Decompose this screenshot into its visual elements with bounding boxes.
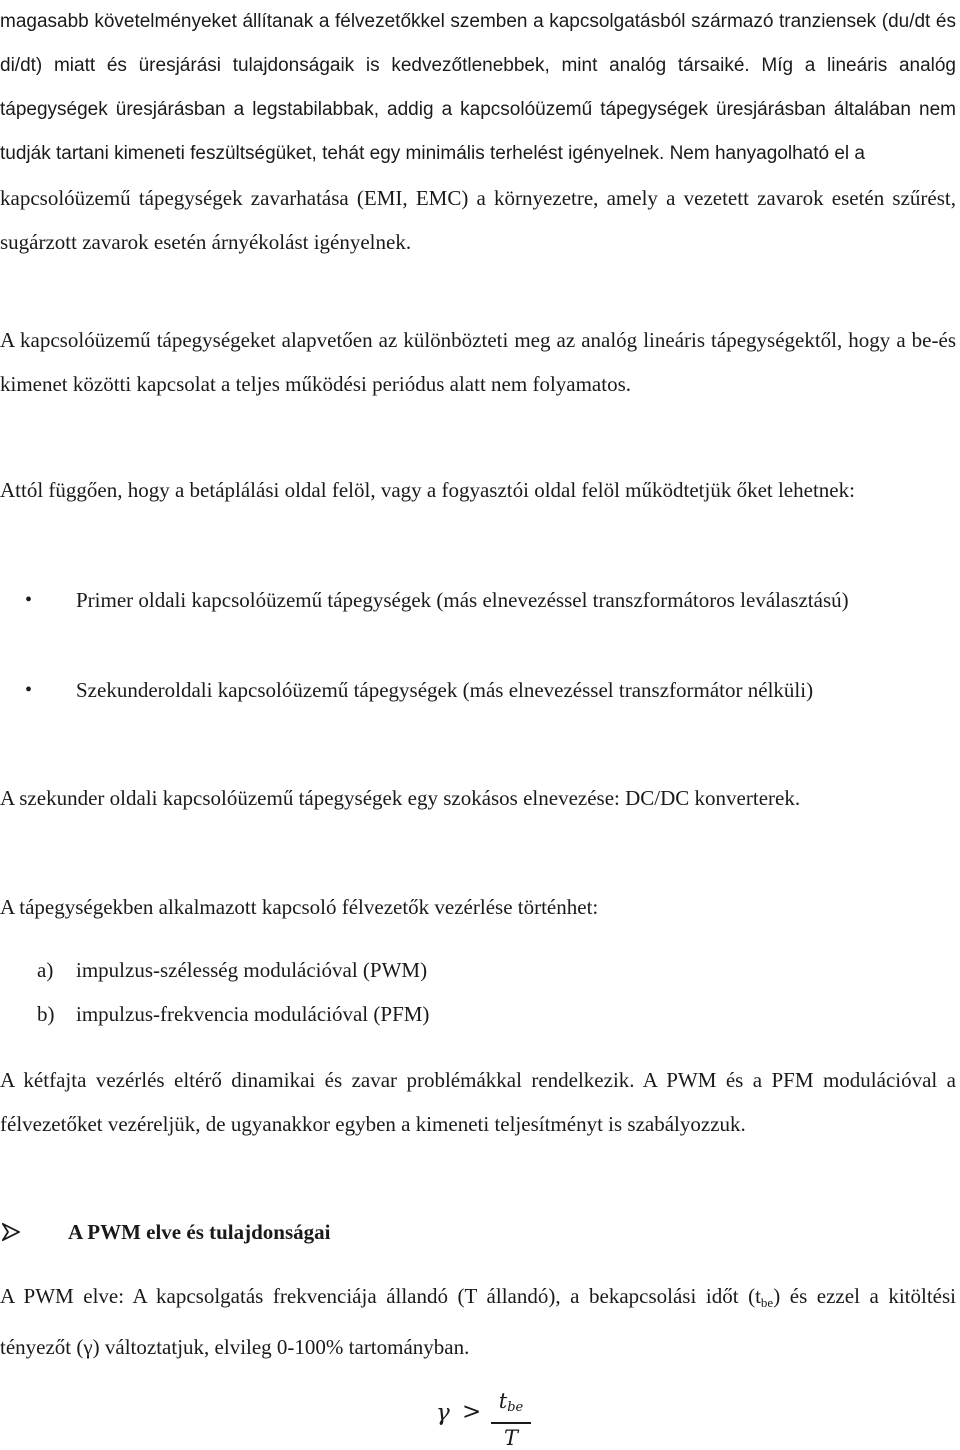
paragraph-pwm-principle (0, 1274, 956, 1369)
paragraph-difference: A kapcsolóüzemű tápegységeket alapvetően az különbözteti meg az analóg lineáris tápegységektől, hogy a be-és kimenet közötti kapcsolat a teljes működési periódus alatt nem folyamatos. (0, 328, 956, 396)
bullet-text-primary: Primer oldali kapcsolóüzemű tápegységek (más elnevezéssel transzformátoros leválasztású) (76, 588, 849, 612)
formula-num-base: t (498, 1389, 508, 1413)
list-item-pwm (0, 948, 956, 992)
section-heading (0, 1210, 331, 1254)
bullet-marker: • (25, 679, 33, 701)
bullet-item-primary (0, 578, 956, 622)
paragraph-intro (0, 0, 956, 264)
paragraph-intro-serif: kapcsolóüzemű tápegységek zavarhatása (EMI, EMC) a környezetre, amely a vezetett zavarok esetén szűrést, sugárzott zavarok esetén árnyékolást igényelnek. (0, 186, 956, 254)
paragraph-types-intro: Attól függően, hogy a betáplálási oldal felöl, vagy a fogyasztói oldal felöl működtetjük őket lehetnek: (0, 478, 855, 502)
paragraph-dcdc: A szekunder oldali kapcsolóüzemű tápegységek egy szokásos elnevezése: DC/DC konverterek. (0, 786, 801, 810)
arrowhead-bullet-icon (2, 1223, 20, 1241)
pwm-principle-text-2: ) és ezzel a kitöltési tényezőt (γ) változtatjuk, elvileg 0-100% tartományban. (0, 1284, 956, 1359)
duty-cycle-formula (436, 1388, 556, 1450)
paragraph-intro-sans: magasabb követelményeket állítanak a félvezetőkkel szemben a kapcsolgatásból származó tranziensek (du/dt és di/dt) miatt és üresjárási tulajdonságaik is kedvezőtlenebbek, mint analóg társaiké. Míg a lineáris analóg tápegységek üresjárásban a legstabilabbak, addig a kapcsolóüzemű tápegységek üresjárásban általában nem tudják tartani kimeneti feszültségüket, tehát egy minimális terhelést igényelnek. Nem hanyagolható el a (0, 11, 956, 164)
section-heading-text: A PWM elve és tulajdonságai (68, 1220, 331, 1244)
bullet-marker: • (25, 589, 33, 611)
formula-fraction (491, 1388, 531, 1450)
bullet-item-secondary (0, 668, 956, 712)
paragraph-dynamics: A kétfajta vezérlés eltérő dinamikai és zavar problémákkal rendelkezik. A PWM és a PFM modulációval a félvezetőket vezéreljük, de ugyanakkor egyben a kimeneti teljesítményt is szabályozzuk. (0, 1068, 956, 1136)
list-text-pfm: impulzus-frekvencia modulációval (PFM) (76, 1002, 430, 1026)
list-marker-a: a) (37, 958, 54, 982)
formula-gamma: γ (436, 1400, 450, 1426)
formula-num-sub: be (507, 1400, 524, 1415)
formula-numerator (491, 1388, 531, 1421)
list-text-pwm: impulzus-szélesség modulációval (PWM) (76, 958, 428, 982)
pwm-principle-subscript: be (760, 1295, 774, 1310)
paragraph-control-intro: A tápegységekben alkalmazott kapcsoló félvezetők vezérlése történhet: (0, 895, 599, 919)
list-marker-b: b) (37, 1002, 55, 1026)
list-item-pfm (0, 992, 956, 1036)
bullet-text-secondary: Szekunderoldali kapcsolóüzemű tápegységek (más elnevezéssel transzformátor nélküli) (76, 678, 814, 702)
formula-operator: > (462, 1399, 482, 1425)
pwm-principle-text-1: A PWM elve: A kapcsolgatás frekvenciája állandó (T állandó), a bekapcsolási időt (t (0, 1284, 761, 1308)
formula-denominator: T (503, 1425, 518, 1450)
fraction-bar (491, 1422, 531, 1424)
